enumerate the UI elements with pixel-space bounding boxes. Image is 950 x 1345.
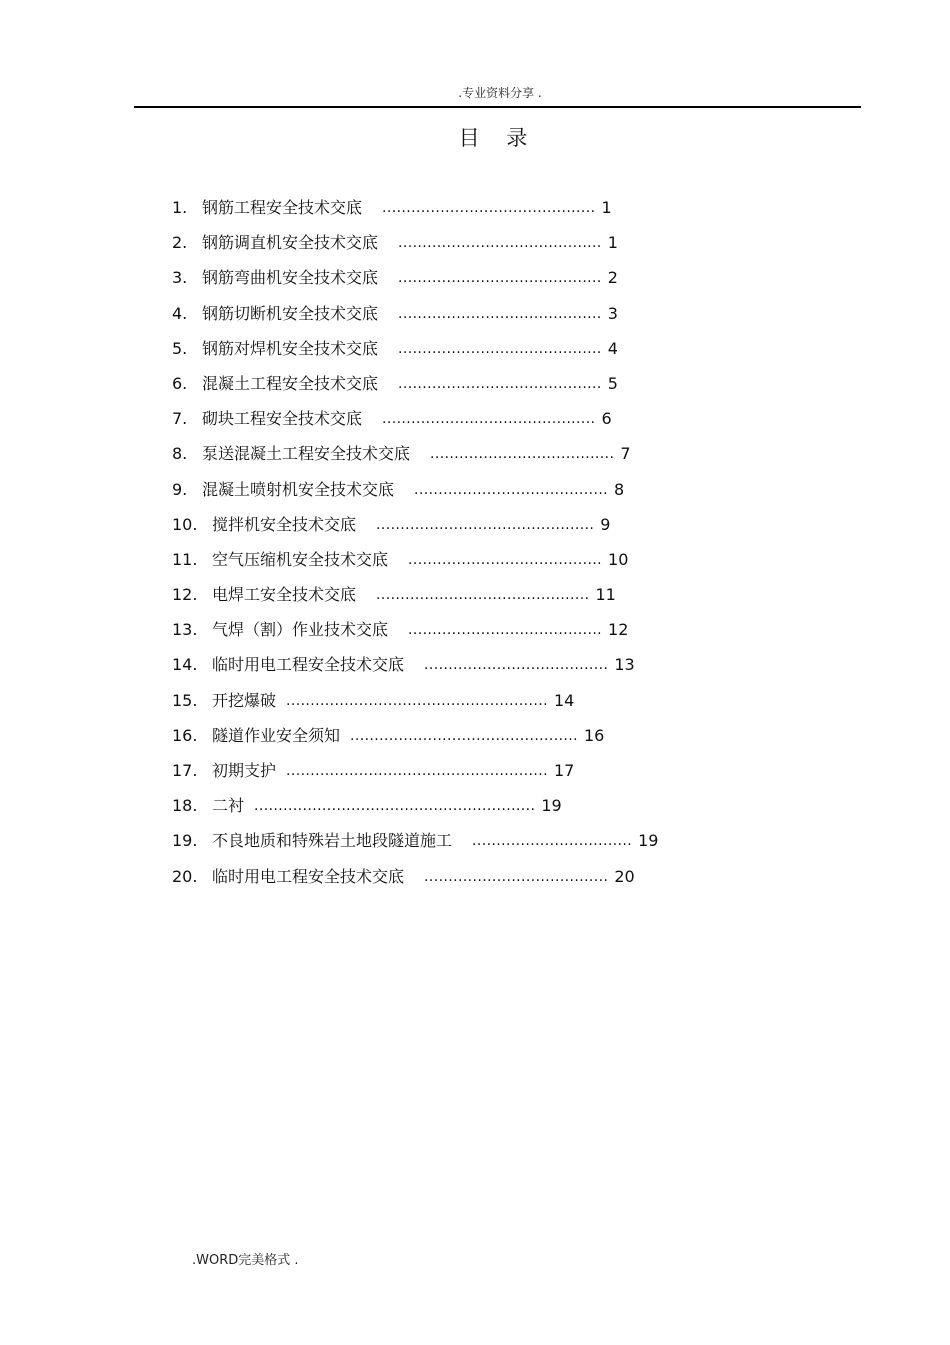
toc-entry[interactable] <box>172 442 812 477</box>
toc-entry[interactable] <box>172 794 812 829</box>
toc-entry-number: 10. <box>172 514 198 534</box>
toc-entry-page: 7 <box>620 444 631 464</box>
toc-entry-page: 2 <box>607 268 618 288</box>
toc-entry[interactable] <box>172 266 812 301</box>
toc-entry-number: 8. <box>172 444 188 464</box>
header-rule <box>134 106 861 108</box>
toc-entry-page: 10 <box>608 549 629 569</box>
toc-entry-leader: ............................................ <box>382 411 596 428</box>
toc-entry-number: 6. <box>172 373 188 393</box>
toc-entry-leader: .......................................... <box>398 235 602 252</box>
table-of-contents <box>172 196 812 900</box>
toc-entry-label: 电焊工安全技术交底 <box>212 585 357 605</box>
toc-entry-leader: .......................................... <box>398 270 602 287</box>
toc-entry-number: 5. <box>172 338 188 358</box>
toc-entry-number: 19. <box>172 831 198 851</box>
toc-entry-label: 钢筋切断机安全技术交底 <box>202 303 379 323</box>
page-header: .专业资料分享 . <box>458 86 542 100</box>
toc-entry-leader: ............................................ <box>382 200 596 216</box>
toc-entry-leader: .......................................... <box>398 340 602 357</box>
toc-entry-number: 1. <box>172 198 188 217</box>
toc-title: 目 录 <box>458 126 538 150</box>
toc-entry[interactable] <box>172 865 812 900</box>
toc-entry-leader: ...................................................... <box>286 763 548 779</box>
toc-entry[interactable] <box>172 724 812 759</box>
toc-entry-page: 9 <box>600 514 611 534</box>
toc-entry-label: 混凝土喷射机安全技术交底 <box>202 479 395 499</box>
toc-entry[interactable] <box>172 302 812 337</box>
toc-entry-page: 19 <box>541 796 562 816</box>
toc-entry-label: 初期支护 <box>212 761 277 780</box>
toc-entry-number: 11. <box>172 549 198 569</box>
toc-entry-label: 搅拌机安全技术交底 <box>212 514 357 534</box>
toc-entry[interactable] <box>172 231 812 266</box>
toc-entry-label: 临时用电工程安全技术交底 <box>212 655 405 675</box>
toc-entry[interactable] <box>172 618 812 653</box>
toc-entry-label: 泵送混凝土工程安全技术交底 <box>202 444 411 464</box>
toc-entry-label: 气焊（割）作业技术交底 <box>212 620 389 640</box>
toc-entry-page: 19 <box>638 831 659 851</box>
toc-entry-number: 3. <box>172 268 188 288</box>
toc-entry[interactable] <box>172 829 812 864</box>
toc-entry-leader: ............................................... <box>350 727 578 744</box>
toc-entry-number: 18. <box>172 796 198 816</box>
toc-entry-leader: .......................................................... <box>254 798 536 815</box>
toc-entry[interactable] <box>172 407 812 442</box>
toc-entry-number: 15. <box>172 690 198 710</box>
toc-entry[interactable] <box>172 196 812 231</box>
toc-entry-label: 钢筋工程安全技术交底 <box>202 198 363 217</box>
toc-entry-label: 钢筋对焊机安全技术交底 <box>202 338 379 358</box>
toc-entry[interactable] <box>172 372 812 407</box>
toc-entry-label: 隧道作业安全须知 <box>212 725 341 745</box>
toc-entry-leader: ...................................... <box>430 446 615 463</box>
toc-entry-leader: ................................. <box>472 833 633 850</box>
toc-entry-label: 不良地质和特殊岩土地段隧道施工 <box>212 831 453 851</box>
toc-entry-page: 16 <box>583 725 605 745</box>
toc-entry-page: 12 <box>608 620 629 640</box>
toc-entry-leader: ........................................ <box>408 622 603 639</box>
toc-entry-page: 11 <box>595 585 616 605</box>
toc-entry-leader: .......................................... <box>398 305 602 322</box>
toc-entry-label: 混凝土工程安全技术交底 <box>202 373 379 393</box>
toc-entry-page: 17 <box>553 761 575 780</box>
toc-entry-label: 二衬 <box>212 796 245 816</box>
toc-entry-page: 6 <box>601 409 612 429</box>
toc-entry-leader: ...................................................... <box>286 692 548 709</box>
toc-entry-number: 20. <box>172 866 198 886</box>
toc-entry-page: 5 <box>607 373 618 393</box>
toc-entry-page: 14 <box>553 690 575 710</box>
toc-entry-leader: ........................................ <box>408 551 603 568</box>
toc-entry-page: 13 <box>614 655 635 675</box>
toc-entry-page: 20 <box>614 866 635 886</box>
toc-entry-leader: .......................................... <box>398 375 602 392</box>
toc-entry[interactable] <box>172 478 812 513</box>
toc-entry-label: 砌块工程安全技术交底 <box>202 409 363 429</box>
toc-entry-leader: ........................................ <box>414 481 609 498</box>
toc-entry-number: 16. <box>172 725 198 745</box>
toc-entry[interactable] <box>172 337 812 372</box>
toc-entry-number: 17. <box>172 761 198 780</box>
toc-entry-leader: ...................................... <box>424 657 609 674</box>
toc-entry-page: 4 <box>607 338 618 358</box>
toc-entry-number: 12. <box>172 585 198 605</box>
toc-entry-number: 4. <box>172 303 188 323</box>
toc-entry-label: 钢筋弯曲机安全技术交底 <box>202 268 379 288</box>
toc-entry-number: 2. <box>172 233 188 253</box>
toc-entry-number: 9. <box>172 479 188 499</box>
toc-entry-label: 开挖爆破 <box>212 690 277 710</box>
toc-entry-number: 13. <box>172 620 198 640</box>
toc-entry-page: 1 <box>601 198 612 217</box>
toc-entry-page: 3 <box>607 303 618 323</box>
toc-entry-label: 临时用电工程安全技术交底 <box>212 866 405 886</box>
toc-entry-page: 1 <box>607 233 618 253</box>
toc-entry[interactable] <box>172 583 812 618</box>
toc-entry[interactable] <box>172 513 812 548</box>
toc-entry[interactable] <box>172 653 812 688</box>
toc-entry-label: 钢筋调直机安全技术交底 <box>202 233 379 253</box>
page-footer: .WORD完美格式 . <box>192 1253 299 1268</box>
toc-entry[interactable] <box>172 689 812 724</box>
toc-entry-page: 8 <box>614 479 625 499</box>
toc-entry-leader: ............................................. <box>376 516 595 533</box>
toc-entry[interactable] <box>172 548 812 583</box>
toc-entry-leader: ...................................... <box>424 868 609 885</box>
toc-entry-label: 空气压缩机安全技术交底 <box>212 549 389 569</box>
toc-entry-number: 14. <box>172 655 198 675</box>
toc-entry-number: 7. <box>172 409 188 429</box>
toc-entry-leader: ............................................ <box>376 587 590 604</box>
toc-entry[interactable] <box>172 759 812 794</box>
